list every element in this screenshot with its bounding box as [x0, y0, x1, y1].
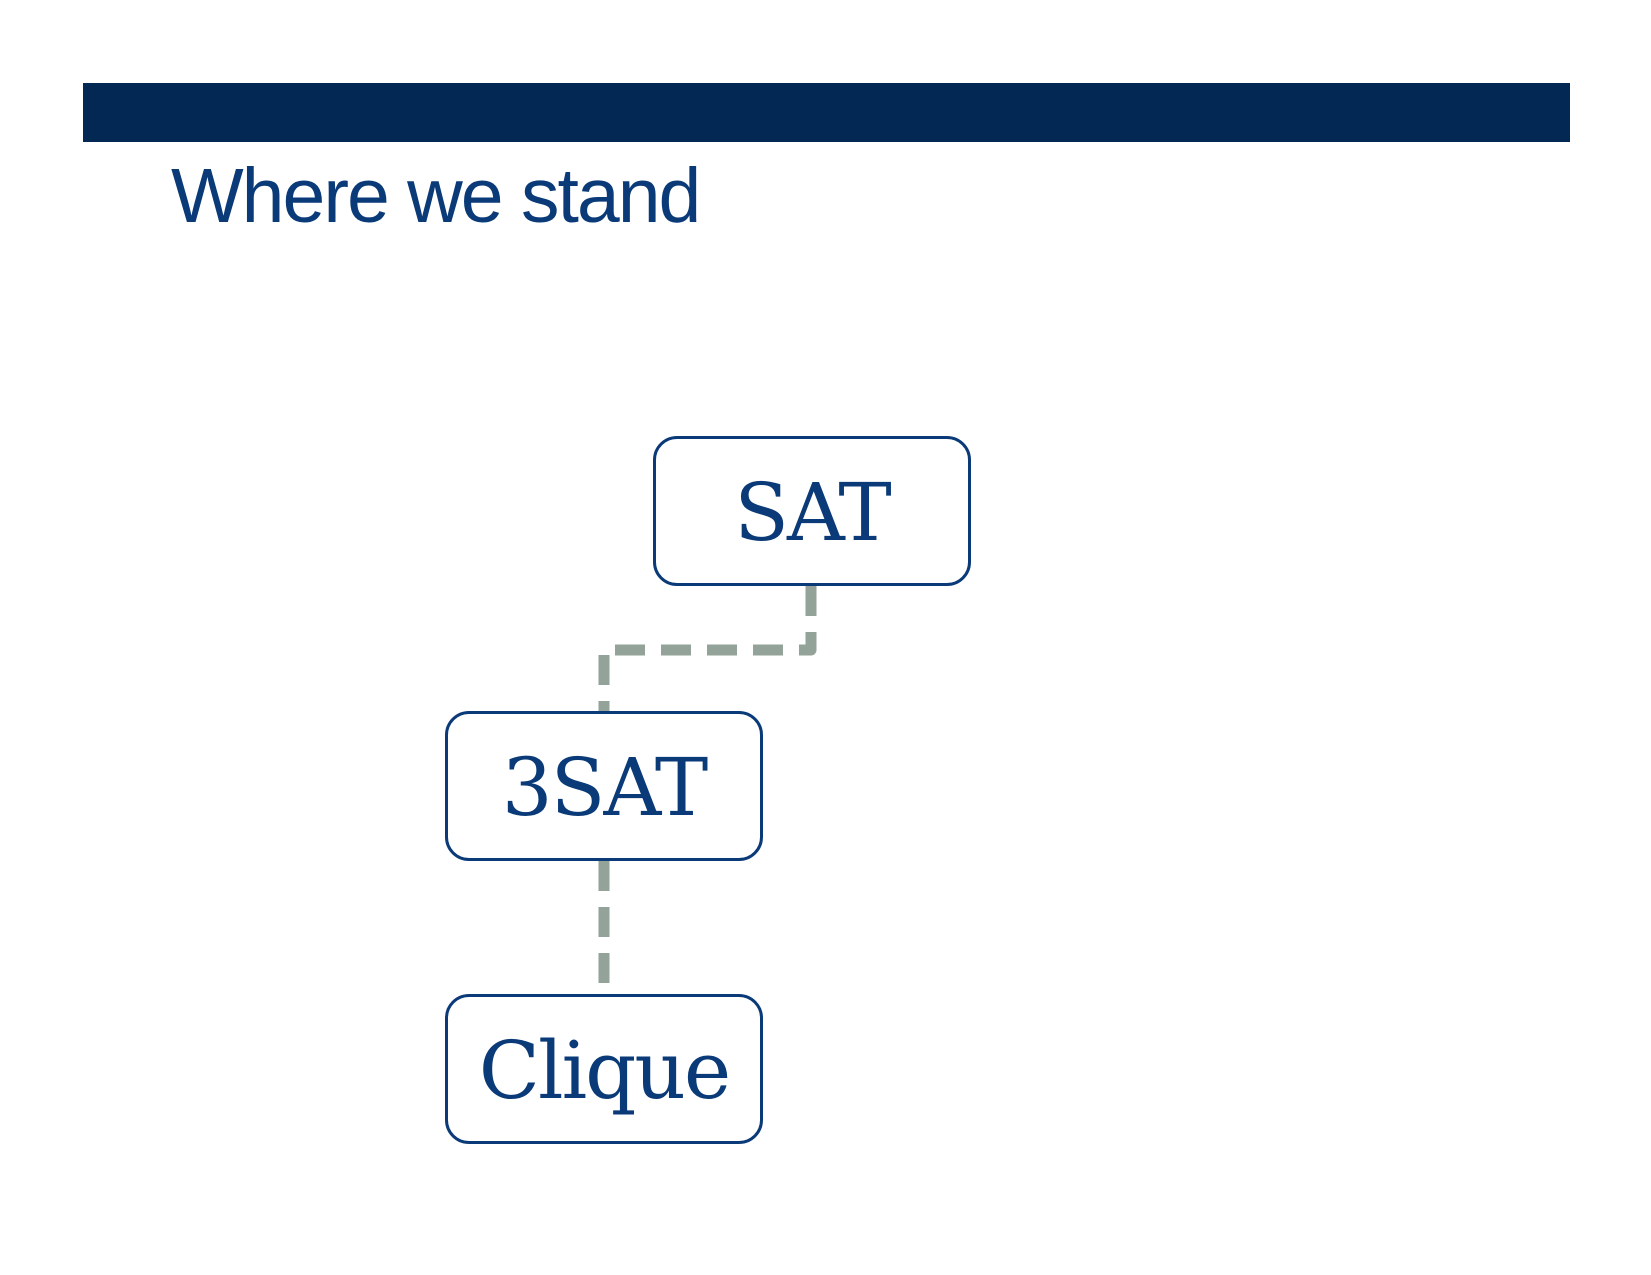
slide-title: Where we stand [171, 153, 700, 239]
node-3sat-label: 3SAT [501, 741, 707, 834]
node-clique-label: Clique [478, 1024, 730, 1117]
node-clique [445, 994, 763, 1144]
node-3sat [445, 711, 763, 861]
node-sat [653, 436, 971, 586]
edge-sat-to-3sat [604, 586, 811, 711]
node-sat-label: SAT [734, 466, 890, 559]
